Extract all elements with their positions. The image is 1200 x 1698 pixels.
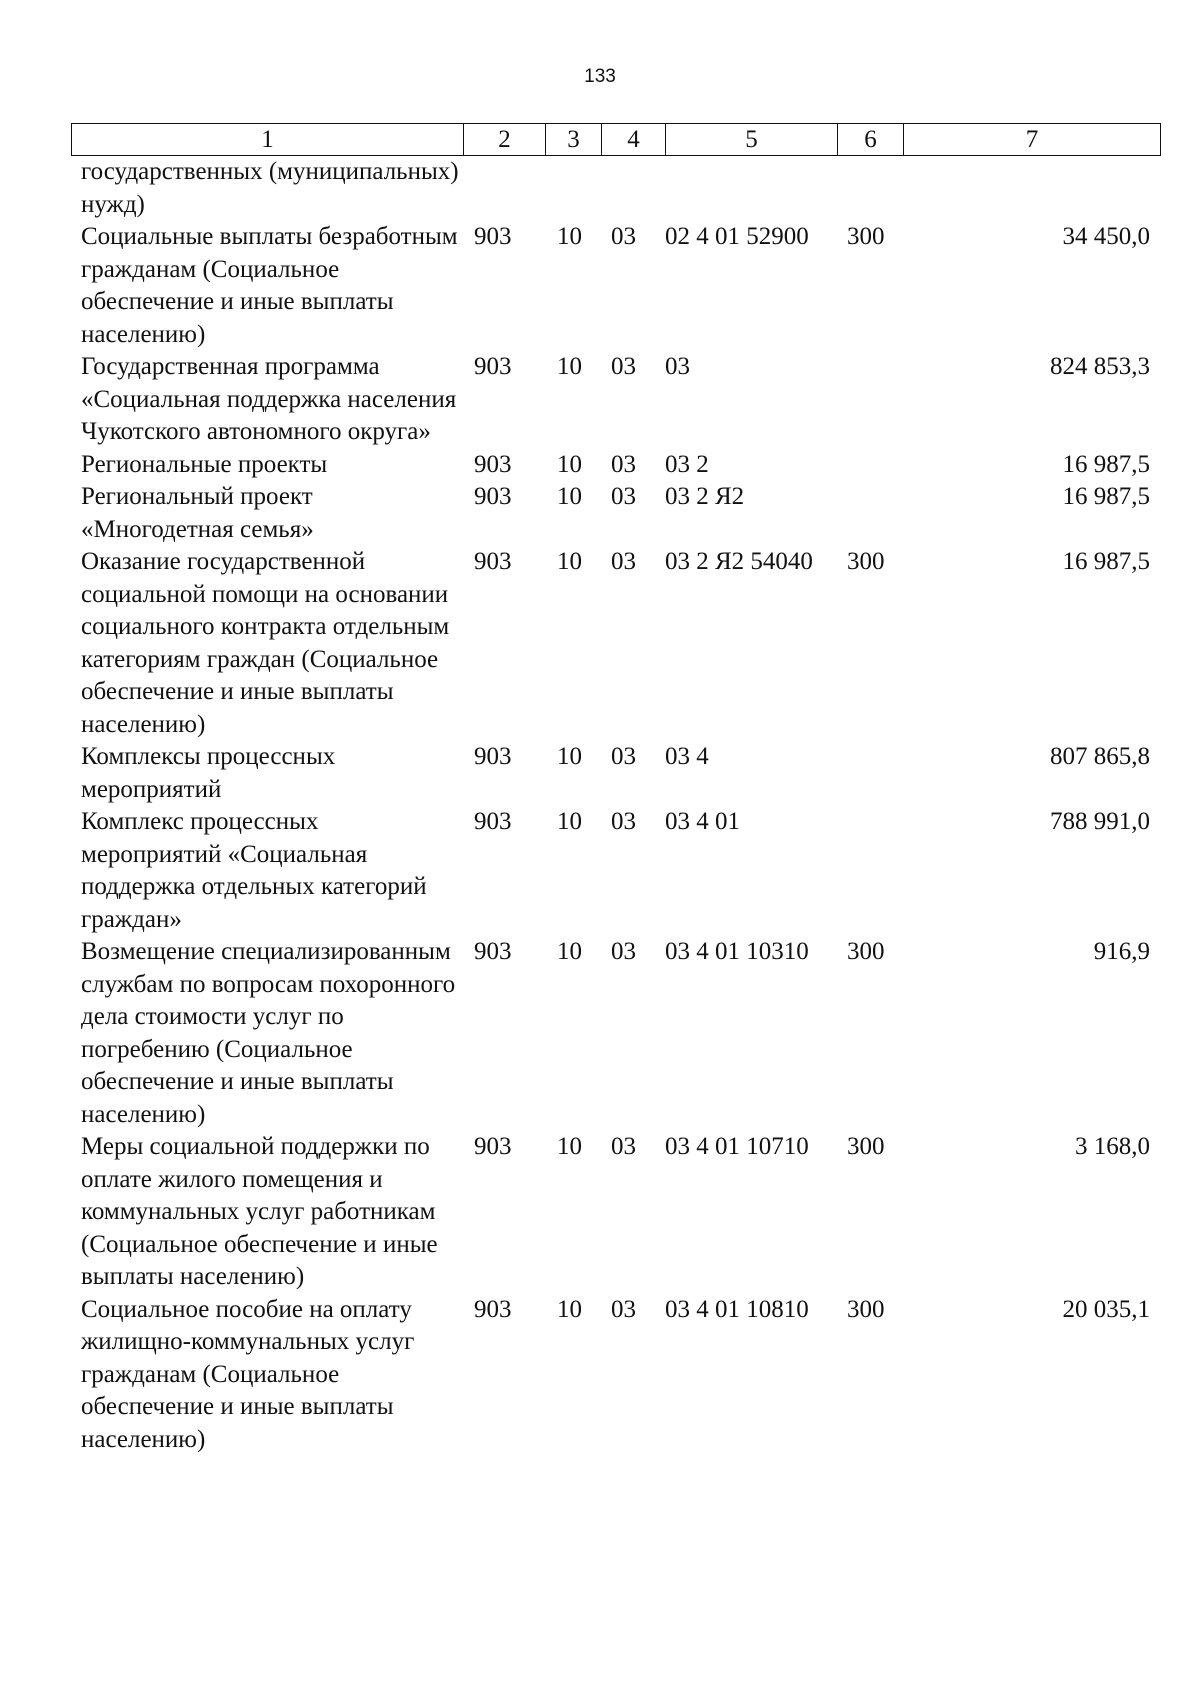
row-col-4: 03 [611, 743, 636, 770]
row-col-5: 03 4 [665, 743, 709, 770]
budget-table-body [71, 156, 1160, 1456]
row-col-6: 300 [847, 1133, 885, 1160]
row-col-2: 903 [474, 223, 512, 250]
row-name: Комплекс процессных мероприятий «Социальная поддержка отдельных категорий граждан» [81, 808, 427, 933]
row-col-6 [837, 806, 903, 936]
row-col-5: 03 2 [665, 450, 709, 478]
row-col-6: 300 [847, 548, 885, 575]
row-col-6 [837, 351, 903, 449]
row-col-3: 10 [557, 808, 582, 835]
row-name: Оказание государственной социальной помощи на основании социального контракта отдельным категориям граждан (Социальное обеспечение и иные выплаты населению) [81, 548, 450, 738]
row-col-4: 03 [611, 223, 636, 250]
row-name: Социальное пособие на оплату жилищно-коммунальных услуг гражданам (Социальное обеспечение и иные выплаты населению) [81, 1295, 415, 1453]
row-col-6: 300 [847, 938, 885, 965]
row-name: государственных (муниципальных) нужд) [81, 158, 459, 218]
table-row [71, 741, 1160, 806]
column-number-header [71, 123, 1161, 156]
row-col-5: 03 2 Я2 [665, 483, 745, 510]
row-col-3: 10 [557, 1133, 582, 1160]
row-col-7: 916,9 [1093, 938, 1150, 965]
row-col-4: 03 [611, 353, 636, 380]
row-col-6 [837, 481, 903, 546]
row-col-4: 03 [611, 808, 636, 835]
budget-table [71, 156, 1160, 1456]
row-col-7: 788 991,0 [1050, 808, 1150, 835]
row-col-7: 16 987,5 [1062, 450, 1150, 478]
row-name: Социальные выплаты безработным гражданам (Социальное обеспечение и иные выплаты населению) [81, 223, 458, 348]
header-row [72, 124, 1161, 156]
row-col-3: 10 [557, 450, 582, 478]
row-col-3 [545, 156, 601, 221]
row-col-2: 903 [474, 353, 512, 380]
row-col-3: 10 [557, 1295, 582, 1323]
table-row [71, 449, 1160, 482]
header-col-5: 5 [666, 124, 838, 156]
row-name: Региональные проекты [81, 450, 328, 478]
row-col-7: 16 987,5 [1062, 548, 1150, 575]
table-row [71, 936, 1160, 1131]
row-col-2: 903 [474, 483, 512, 510]
header-col-2: 2 [464, 124, 546, 156]
row-col-2 [463, 156, 545, 221]
row-col-4: 03 [611, 1133, 636, 1160]
row-col-4: 03 [611, 450, 636, 478]
row-col-6 [837, 449, 903, 482]
row-col-3: 10 [557, 743, 582, 770]
row-col-4: 03 [611, 938, 636, 965]
row-col-2: 903 [474, 938, 512, 965]
row-col-5: 03 4 01 10710 [665, 1133, 809, 1160]
row-col-7: 16 987,5 [1062, 483, 1150, 510]
row-name: Комплексы процессных мероприятий [81, 743, 336, 803]
row-col-3: 10 [557, 548, 582, 575]
row-col-7 [903, 156, 1160, 221]
table-row [71, 546, 1160, 741]
row-col-6 [837, 741, 903, 806]
table-row [71, 1131, 1160, 1294]
row-col-4 [601, 156, 665, 221]
row-col-5: 02 4 01 52900 [665, 223, 809, 250]
row-col-4: 03 [611, 483, 636, 510]
row-col-3: 10 [557, 483, 582, 510]
row-name: Меры социальной поддержки по оплате жилого помещения и коммунальных услуг работникам (Социальное обеспечение и иные выплаты населению) [81, 1133, 438, 1290]
row-col-7: 20 035,1 [1062, 1295, 1150, 1323]
row-col-5: 03 4 01 [665, 808, 740, 835]
row-col-4: 03 [611, 1295, 636, 1323]
table-row [71, 221, 1160, 351]
table-row [71, 806, 1160, 936]
row-name: Региональный проект «Многодетная семья» [81, 483, 314, 543]
row-col-6 [837, 156, 903, 221]
row-col-5: 03 2 Я2 54040 [665, 548, 813, 575]
row-col-3: 10 [557, 938, 582, 965]
header-col-1: 1 [72, 124, 464, 156]
header-col-6: 6 [838, 124, 904, 156]
table-row [71, 156, 1160, 221]
row-col-2: 903 [474, 1133, 512, 1160]
row-col-7: 824 853,3 [1050, 353, 1150, 380]
row-col-7: 34 450,0 [1062, 223, 1150, 250]
row-col-2: 903 [474, 548, 512, 575]
header-col-3: 3 [546, 124, 602, 156]
row-col-7: 807 865,8 [1050, 743, 1150, 770]
header-col-4: 4 [602, 124, 666, 156]
row-name: Государственная программа «Социальная поддержка населения Чукотского автономного округа» [81, 353, 457, 445]
row-col-6: 300 [847, 1295, 885, 1323]
page-number: 133 [584, 66, 616, 87]
row-col-6: 300 [847, 223, 885, 250]
row-col-2: 903 [474, 450, 512, 478]
row-col-5: 03 [665, 353, 690, 380]
row-name: Возмещение специализированным службам по вопросам похоронного дела стоимости услуг по погребению (Социальное обеспечение и иные выплаты населению) [81, 938, 456, 1128]
row-col-3: 10 [557, 353, 582, 380]
row-col-2: 903 [474, 1295, 512, 1323]
row-col-5: 03 4 01 10310 [665, 938, 809, 965]
table-row [71, 351, 1160, 449]
table-row [71, 481, 1160, 546]
row-col-5: 03 4 01 10810 [665, 1295, 809, 1323]
row-col-3: 10 [557, 223, 582, 250]
row-col-5 [665, 156, 837, 221]
row-col-4: 03 [611, 548, 636, 575]
row-col-2: 903 [474, 808, 512, 835]
header-col-7: 7 [904, 124, 1161, 156]
table-row [71, 1294, 1160, 1457]
row-col-2: 903 [474, 743, 512, 770]
row-col-7: 3 168,0 [1075, 1133, 1150, 1160]
